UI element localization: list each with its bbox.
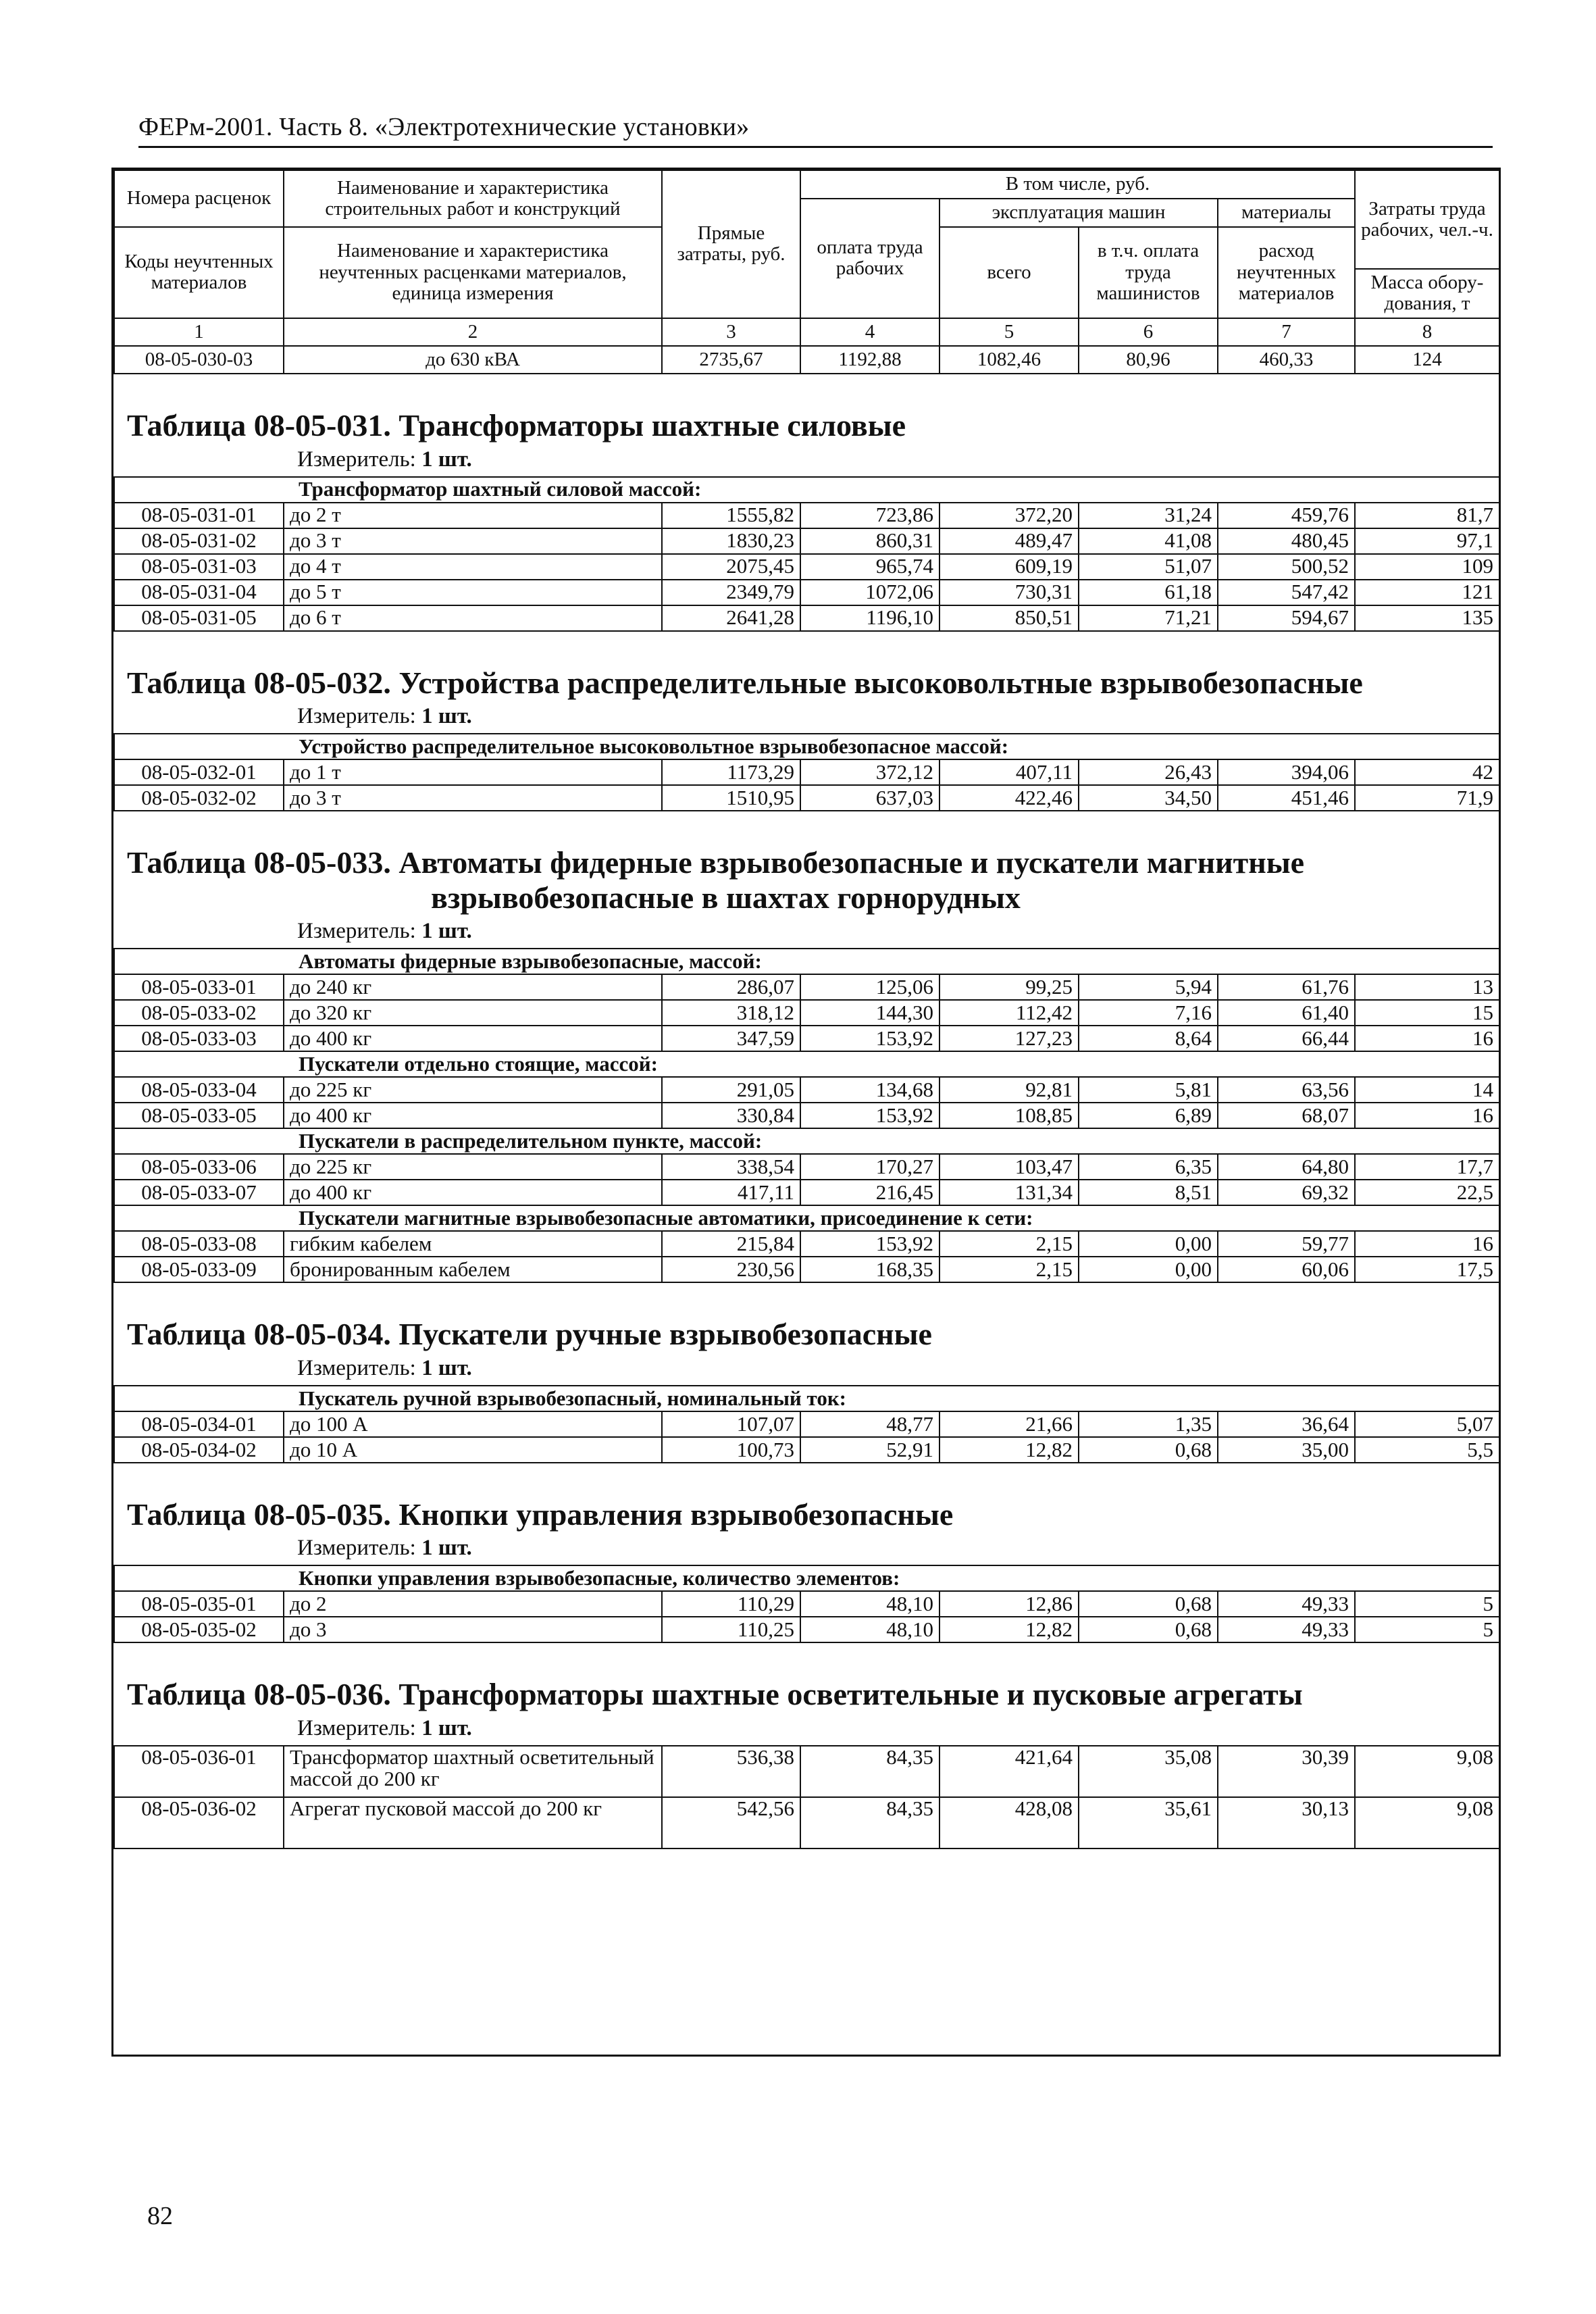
measure-value: 1 шт. [421,1536,472,1561]
labor-pay: 723,86 [800,503,939,528]
labor-pay: 144,30 [800,1000,939,1026]
labor-pay: 153,92 [800,1231,939,1257]
work-name: до 3 [284,1617,662,1642]
machines-total: 422,46 [939,785,1079,811]
table-row [114,974,1499,1000]
labor-pay: 1196,10 [800,605,939,631]
machines-pay: 0,68 [1079,1591,1218,1617]
rate-table [113,733,1500,811]
labor-pay: 84,35 [800,1797,939,1848]
direct-cost: 1510,95 [662,785,800,811]
group-label: Кнопки управления взрывобезопасные, количество элементов: [114,1565,1499,1591]
machines-total: 21,66 [939,1411,1079,1437]
group-row [114,1051,1499,1077]
measure-label: Измеритель: [297,1715,416,1740]
measure-unit [113,1536,1499,1565]
labor-pay: 48,10 [800,1617,939,1642]
machines-pay: 61,18 [1079,580,1218,605]
materials: 30,39 [1218,1746,1355,1797]
measure-label: Измеритель: [297,447,416,472]
column-number: 1 [114,318,284,346]
materials: 594,67 [1218,605,1355,631]
direct-cost: 107,07 [662,1411,800,1437]
machines-total: 12,82 [939,1617,1079,1642]
table-row [114,1437,1499,1463]
column-number: 2 [284,318,662,346]
table-row [114,1411,1499,1437]
group-row [114,734,1499,759]
labor-pay: 125,06 [800,974,939,1000]
direct-cost: 215,84 [662,1231,800,1257]
table-row [114,503,1499,528]
machines-total: 2,15 [939,1257,1079,1282]
header-direct-costs: Прямые затраты, руб. [662,170,800,318]
table-row [114,1591,1499,1617]
direct-cost: 291,05 [662,1077,800,1103]
labor-hours: 97,1 [1355,528,1499,554]
group-label: Пускатели отдельно стоящие, массой: [114,1051,1499,1077]
rate-code: 08-05-033-09 [114,1257,284,1282]
rate-code: 08-05-035-01 [114,1591,284,1617]
labor-pay: 134,68 [800,1077,939,1103]
measure-value: 1 шт. [421,447,472,472]
measure-value: 1 шт. [421,919,472,944]
labor-hours: 16 [1355,1231,1499,1257]
machines-pay: 80,96 [1079,346,1218,374]
rate-table-section [113,1643,1499,1849]
labor-hours: 121 [1355,580,1499,605]
labor-pay: 48,10 [800,1591,939,1617]
labor-pay: 153,92 [800,1026,939,1051]
direct-cost: 1555,82 [662,503,800,528]
labor-hours: 5,5 [1355,1437,1499,1463]
column-number: 8 [1355,318,1499,346]
page-number: 82 [147,2202,173,2230]
direct-cost: 330,84 [662,1103,800,1128]
materials: 459,76 [1218,503,1355,528]
group-label: Автоматы фидерные взрывобезопасные, массой: [114,949,1499,974]
machines-pay: 41,08 [1079,528,1218,554]
labor-pay: 216,45 [800,1180,939,1205]
machines-total: 1082,46 [939,346,1079,374]
direct-cost: 230,56 [662,1257,800,1282]
labor-hours: 135 [1355,605,1499,631]
measure-unit [113,447,1499,476]
header-material-names: Наименование и характеристика неучтенных расценками материалов, единица измерения [284,227,662,318]
rate-code: 08-05-033-03 [114,1026,284,1051]
labor-hours: 9,08 [1355,1797,1499,1848]
table-row [114,605,1499,631]
labor-hours: 71,9 [1355,785,1499,811]
column-number: 7 [1218,318,1355,346]
work-name: до 400 кг [284,1026,662,1051]
machines-total: 127,23 [939,1026,1079,1051]
machines-pay: 5,94 [1079,974,1218,1000]
labor-hours: 9,08 [1355,1746,1499,1797]
materials: 60,06 [1218,1257,1355,1282]
machines-pay: 7,16 [1079,1000,1218,1026]
measure-label: Измеритель: [297,919,416,944]
labor-hours: 22,5 [1355,1180,1499,1205]
table-row [114,1026,1499,1051]
labor-hours: 5,07 [1355,1411,1499,1437]
work-name: до 630 кВА [284,346,662,374]
table-row [114,1797,1499,1848]
rate-code: 08-05-034-02 [114,1437,284,1463]
section-title-text: Таблица 08-05-034. Пускатели ручные взрывобезопасные [127,1317,932,1352]
machines-pay: 31,24 [1079,503,1218,528]
machines-total: 428,08 [939,1797,1079,1848]
rate-code: 08-05-031-03 [114,554,284,580]
running-head: ФЕРм-2001. Часть 8. «Электротехнические установки» [138,113,750,141]
direct-cost: 286,07 [662,974,800,1000]
measure-label: Измеритель: [297,704,416,729]
machines-pay: 71,21 [1079,605,1218,631]
machines-pay: 0,68 [1079,1437,1218,1463]
group-label: Пускатели магнитные взрывобезопасные автоматики, присоединение к сети: [114,1205,1499,1231]
machines-pay: 0,00 [1079,1231,1218,1257]
direct-cost: 2349,79 [662,580,800,605]
work-name: бронированным кабелем [284,1257,662,1282]
machines-total: 850,51 [939,605,1079,631]
group-label: Трансформатор шахтный силовой массой: [114,477,1499,503]
rate-code: 08-05-031-04 [114,580,284,605]
direct-cost: 1173,29 [662,759,800,785]
labor-pay: 637,03 [800,785,939,811]
section-title-text: Таблица 08-05-032. Устройства распределительные высоковольтные взрывобезопасные [127,665,1363,700]
labor-hours: 13 [1355,974,1499,1000]
machines-total: 372,20 [939,503,1079,528]
machines-total: 730,31 [939,580,1079,605]
materials: 69,32 [1218,1180,1355,1205]
direct-cost: 100,73 [662,1437,800,1463]
rate-code: 08-05-032-01 [114,759,284,785]
measure-label: Измеритель: [297,1355,416,1380]
direct-cost: 2075,45 [662,554,800,580]
rate-table [113,1565,1500,1643]
column-number: 5 [939,318,1079,346]
direct-cost: 2735,67 [662,346,800,374]
labor-pay: 965,74 [800,554,939,580]
machines-total: 131,34 [939,1180,1079,1205]
rate-sections [113,374,1499,1849]
column-number: 6 [1079,318,1218,346]
section-title-text: Таблица 08-05-033. Автоматы фидерные взрывобезопасные и пускатели магнитные [127,845,1305,880]
rate-code: 08-05-033-04 [114,1077,284,1103]
table-row [114,554,1499,580]
table-row [114,1617,1499,1642]
section-title [113,374,1499,447]
labor-hours: 5 [1355,1591,1499,1617]
materials: 500,52 [1218,554,1355,580]
section-title [113,1643,1499,1716]
rates-frame [111,168,1501,2057]
labor-pay: 52,91 [800,1437,939,1463]
header-including: В том числе, руб. [800,170,1355,199]
machines-total: 99,25 [939,974,1079,1000]
work-name: до 6 т [284,605,662,631]
column-header-table [113,170,1500,374]
rate-code: 08-05-030-03 [114,346,284,374]
labor-hours: 17,5 [1355,1257,1499,1282]
table-row [114,580,1499,605]
materials: 63,56 [1218,1077,1355,1103]
rate-code: 08-05-033-08 [114,1231,284,1257]
materials: 35,00 [1218,1437,1355,1463]
work-name: гибким кабелем [284,1231,662,1257]
section-title [113,811,1499,919]
rate-code: 08-05-033-06 [114,1154,284,1180]
table-row [114,785,1499,811]
machines-pay: 8,64 [1079,1026,1218,1051]
rate-table-section [113,1283,1499,1463]
direct-cost: 347,59 [662,1026,800,1051]
work-name: до 225 кг [284,1154,662,1180]
measure-unit [113,1716,1499,1745]
materials: 61,76 [1218,974,1355,1000]
labor-pay: 372,12 [800,759,939,785]
direct-cost: 2641,28 [662,605,800,631]
rate-code: 08-05-033-01 [114,974,284,1000]
measure-label: Измеритель: [297,1536,416,1561]
materials: 30,13 [1218,1797,1355,1848]
table-row [114,1154,1499,1180]
labor-pay: 1072,06 [800,580,939,605]
labor-pay: 170,27 [800,1154,939,1180]
group-label: Пускатели в распределительном пункте, массой: [114,1128,1499,1154]
section-title [113,1463,1499,1536]
labor-hours: 5 [1355,1617,1499,1642]
materials: 547,42 [1218,580,1355,605]
machines-total: 421,64 [939,1746,1079,1797]
header-labor-pay: оплата труда рабочих [800,199,939,318]
machines-pay: 8,51 [1079,1180,1218,1205]
rate-code: 08-05-031-01 [114,503,284,528]
rate-code: 08-05-033-07 [114,1180,284,1205]
table-row [114,1231,1499,1257]
machines-pay: 6,35 [1079,1154,1218,1180]
labor-pay: 84,35 [800,1746,939,1797]
table-row [114,1077,1499,1103]
machines-pay: 5,81 [1079,1077,1218,1103]
rate-code: 08-05-031-02 [114,528,284,554]
group-label: Пускатель ручной взрывобезопасный, номинальный ток: [114,1386,1499,1411]
machines-pay: 1,35 [1079,1411,1218,1437]
machines-pay: 35,08 [1079,1746,1218,1797]
work-name: до 4 т [284,554,662,580]
measure-unit [113,1356,1499,1385]
group-row [114,949,1499,974]
header-material-codes: Коды неучтенных материалов [114,227,284,318]
machines-pay: 35,61 [1079,1797,1218,1848]
work-name: до 100 А [284,1411,662,1437]
direct-cost: 542,56 [662,1797,800,1848]
table-row [114,346,1499,374]
rate-table-section [113,374,1499,632]
machines-pay: 51,07 [1079,554,1218,580]
header-machines: эксплуатация машин [939,199,1218,227]
group-label: Устройство распределительное высоковольтное взрывобезопасное массой: [114,734,1499,759]
table-row [114,759,1499,785]
direct-cost: 110,29 [662,1591,800,1617]
table-row [114,528,1499,554]
rate-table-section [113,1463,1499,1644]
rate-table-section [113,811,1499,1283]
machines-pay: 26,43 [1079,759,1218,785]
materials: 49,33 [1218,1617,1355,1642]
machines-total: 92,81 [939,1077,1079,1103]
labor-pay: 168,35 [800,1257,939,1282]
work-name: до 320 кг [284,1000,662,1026]
machines-pay: 34,50 [1079,785,1218,811]
labor-hours: 17,7 [1355,1154,1499,1180]
rate-table [113,1385,1500,1463]
group-row [114,1128,1499,1154]
measure-value: 1 шт. [421,1355,472,1380]
materials: 451,46 [1218,785,1355,811]
header-rate-number: Номера расценок [114,170,284,227]
measure-value: 1 шт. [421,1715,472,1740]
materials: 61,40 [1218,1000,1355,1026]
header-materials: материалы [1218,199,1355,227]
rate-code: 08-05-033-02 [114,1000,284,1026]
rate-code: 08-05-032-02 [114,785,284,811]
rate-table [113,948,1500,1283]
materials: 49,33 [1218,1591,1355,1617]
direct-cost: 1830,23 [662,528,800,554]
labor-hours: 15 [1355,1000,1499,1026]
rate-table [113,476,1500,632]
labor-pay: 860,31 [800,528,939,554]
direct-cost: 110,25 [662,1617,800,1642]
rate-code: 08-05-033-05 [114,1103,284,1128]
section-title [113,632,1499,705]
table-row [114,1257,1499,1282]
rate-code: 08-05-036-02 [114,1797,284,1848]
work-name: до 400 кг [284,1180,662,1205]
work-name: до 225 кг [284,1077,662,1103]
measure-unit [113,919,1499,948]
work-name: до 3 т [284,528,662,554]
work-name: до 1 т [284,759,662,785]
header-work-name: Наименование и характеристика строительных работ и конструкций [284,170,662,227]
direct-cost: 417,11 [662,1180,800,1205]
work-name: до 2 т [284,503,662,528]
labor-hours: 14 [1355,1077,1499,1103]
header-machines-total: всего [939,227,1079,318]
materials: 66,44 [1218,1026,1355,1051]
header-materials-use: расход неучтенных материалов [1218,227,1355,318]
machines-total: 489,47 [939,528,1079,554]
header-machines-pay: в т.ч. оплата труда машинистов [1079,227,1218,318]
machines-pay: 0,68 [1079,1617,1218,1642]
direct-cost: 338,54 [662,1154,800,1180]
section-title [113,1283,1499,1356]
direct-cost: 318,12 [662,1000,800,1026]
machines-total: 103,47 [939,1154,1079,1180]
labor-hours: 16 [1355,1103,1499,1128]
materials: 36,64 [1218,1411,1355,1437]
machines-total: 12,86 [939,1591,1079,1617]
materials: 68,07 [1218,1103,1355,1128]
work-name: до 400 кг [284,1103,662,1128]
group-row [114,477,1499,503]
group-row [114,1565,1499,1591]
section-title-text: Таблица 08-05-031. Трансформаторы шахтные силовые [127,408,906,443]
direct-cost: 536,38 [662,1746,800,1797]
work-name: Агрегат пусковой массой до 200 кг [284,1797,662,1848]
work-name: до 10 А [284,1437,662,1463]
work-name: до 240 кг [284,974,662,1000]
work-name: Трансформатор шахтный осветительный массой до 200 кг [284,1746,662,1797]
rate-table-section [113,632,1499,812]
rate-code: 08-05-036-01 [114,1746,284,1797]
labor-pay: 153,92 [800,1103,939,1128]
machines-total: 12,82 [939,1437,1079,1463]
labor-pay: 1192,88 [800,346,939,374]
section-title-text: Таблица 08-05-036. Трансформаторы шахтные осветительные и пусковые агрегаты [127,1677,1303,1712]
table-row [114,1103,1499,1128]
labor-hours: 124 [1355,346,1499,374]
table-row [114,1000,1499,1026]
column-number: 3 [662,318,800,346]
table-row [114,1746,1499,1797]
header-equipment-mass: Масса обору-дования, т [1355,269,1499,318]
work-name: до 3 т [284,785,662,811]
header-labor-costs: Затраты труда рабочих, чел.-ч. [1355,170,1499,269]
machines-total: 609,19 [939,554,1079,580]
measure-value: 1 шт. [421,704,472,729]
materials: 394,06 [1218,759,1355,785]
work-name: до 2 [284,1591,662,1617]
rate-code: 08-05-034-01 [114,1411,284,1437]
group-row [114,1386,1499,1411]
section-title-continuation: взрывобезопасные в шахтах горнорудных [431,880,1021,915]
table-row [114,1180,1499,1205]
machines-total: 112,42 [939,1000,1079,1026]
column-number-row [114,318,1499,346]
machines-total: 108,85 [939,1103,1079,1128]
materials: 480,45 [1218,528,1355,554]
measure-unit [113,704,1499,733]
materials: 59,77 [1218,1231,1355,1257]
labor-hours: 16 [1355,1026,1499,1051]
group-row [114,1205,1499,1231]
labor-hours: 81,7 [1355,503,1499,528]
materials: 64,80 [1218,1154,1355,1180]
header-rule [138,146,1493,148]
labor-hours: 109 [1355,554,1499,580]
machines-total: 407,11 [939,759,1079,785]
machines-total: 2,15 [939,1231,1079,1257]
section-title-text: Таблица 08-05-035. Кнопки управления взрывобезопасные [127,1496,954,1532]
labor-pay: 48,77 [800,1411,939,1437]
rate-code: 08-05-031-05 [114,605,284,631]
labor-hours: 42 [1355,759,1499,785]
materials: 460,33 [1218,346,1355,374]
column-number: 4 [800,318,939,346]
rate-code: 08-05-035-02 [114,1617,284,1642]
machines-pay: 0,00 [1079,1257,1218,1282]
work-name: до 5 т [284,580,662,605]
machines-pay: 6,89 [1079,1103,1218,1128]
rate-table [113,1745,1500,1849]
